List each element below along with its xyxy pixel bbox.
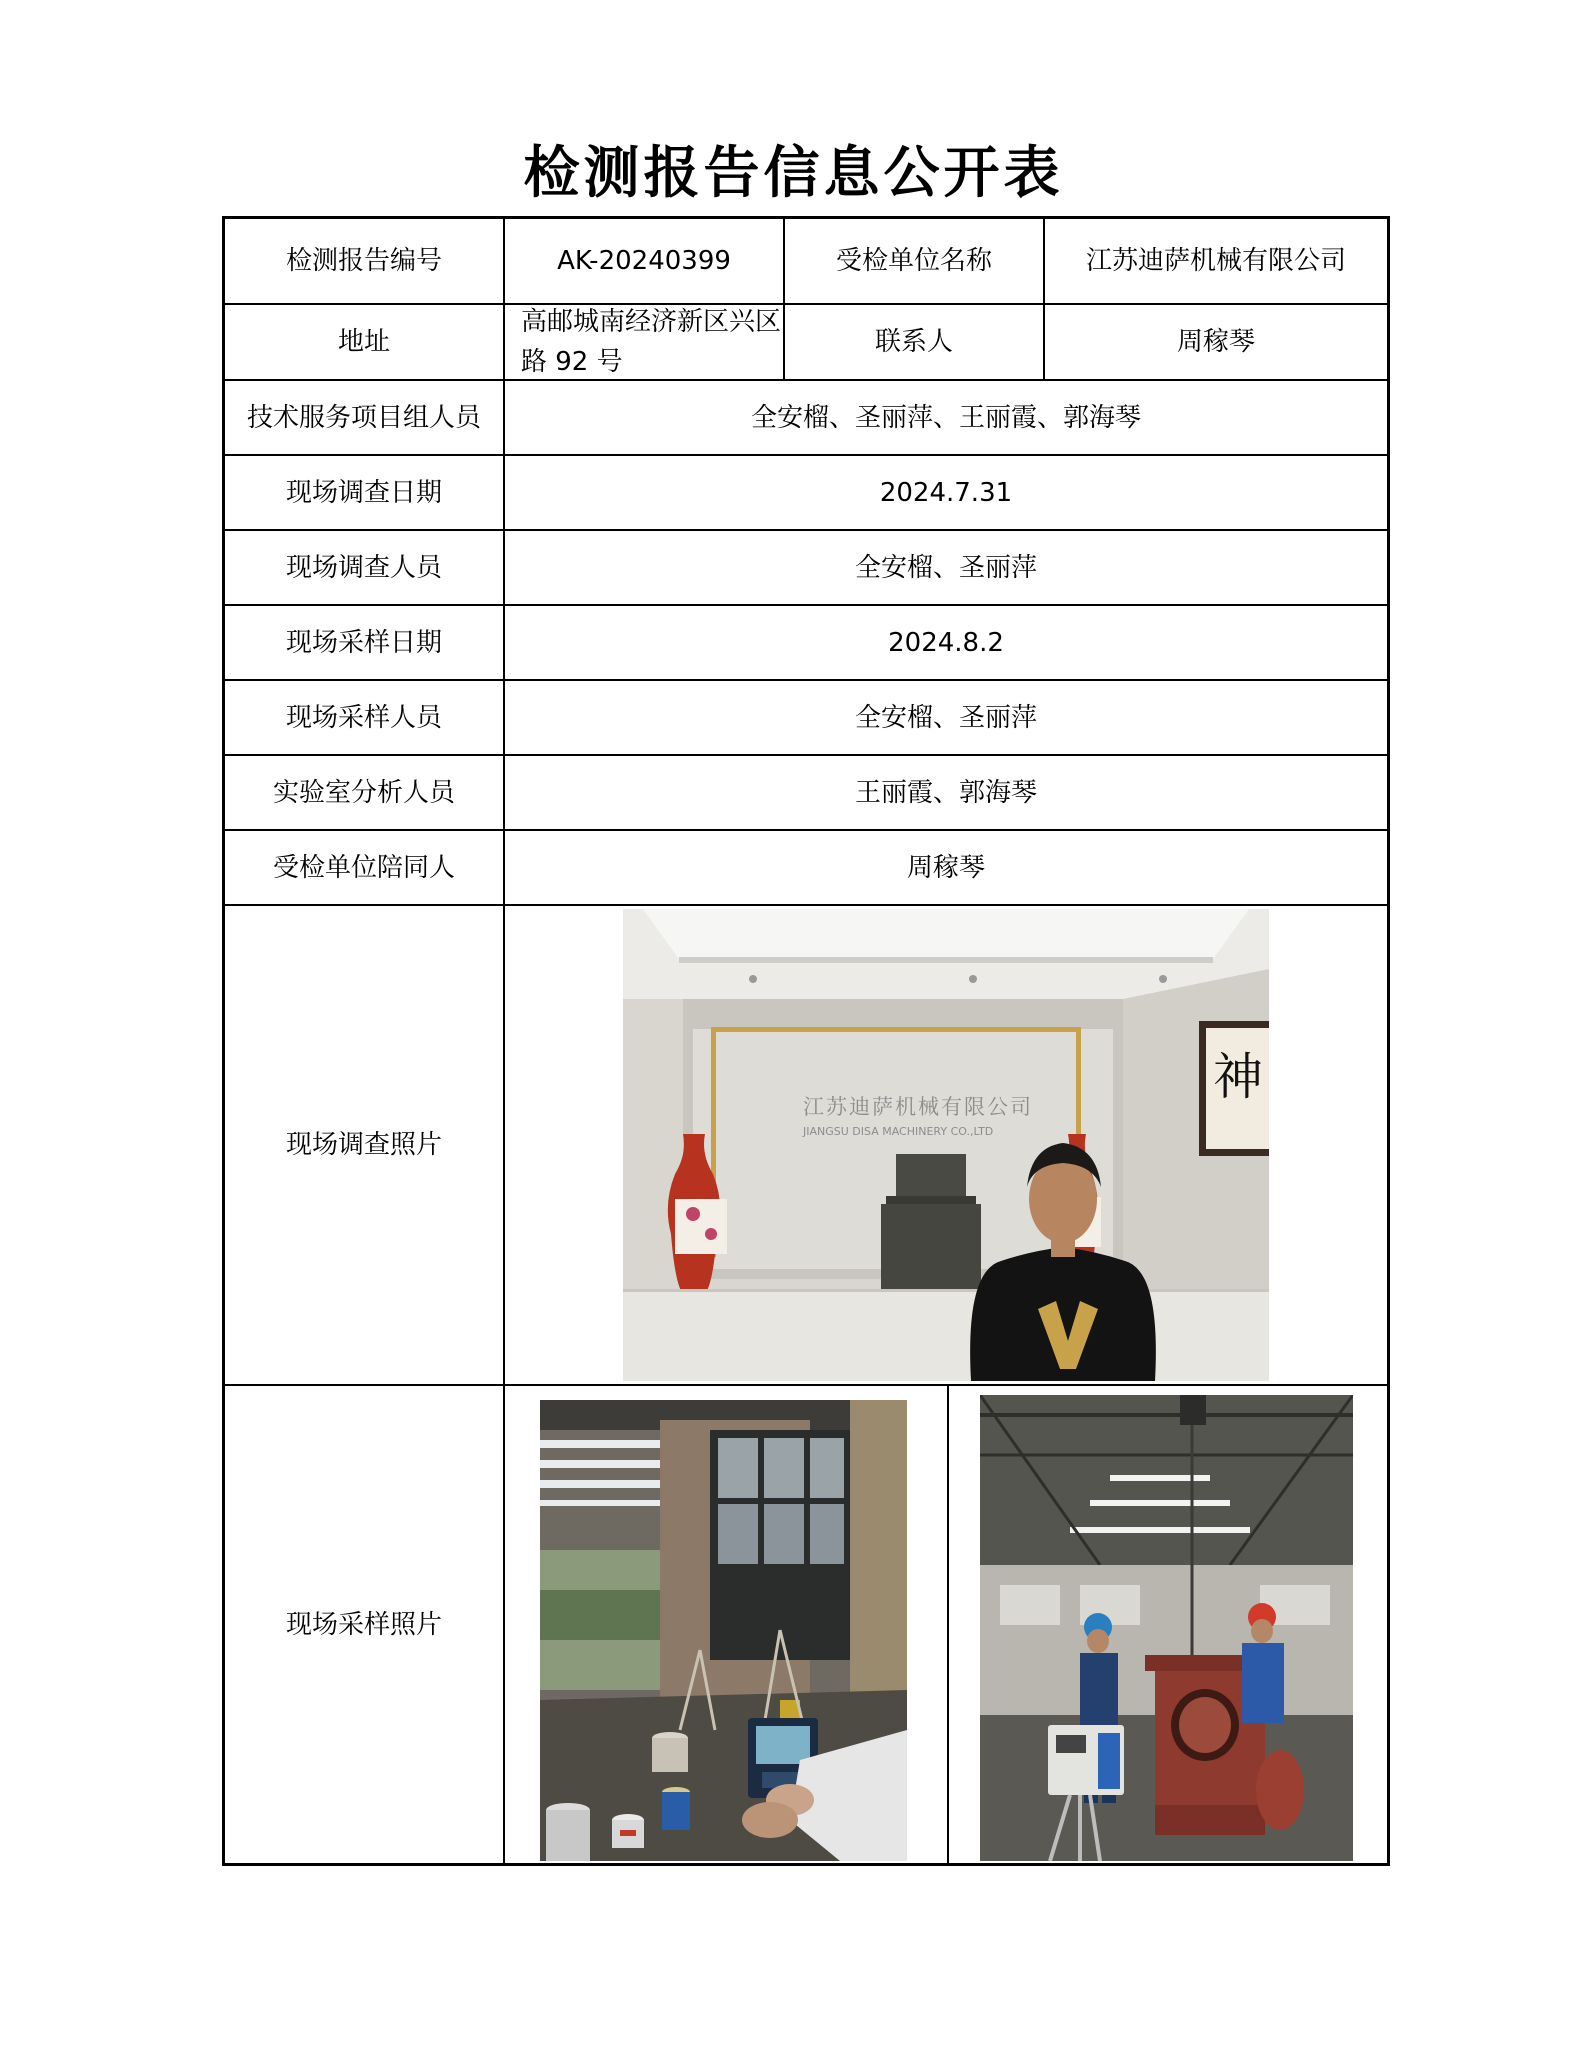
report-no-value: AK-20240399 — [557, 246, 731, 276]
team-value: 全安榴、圣丽萍、王丽霞、郭海琴 — [750, 402, 1141, 433]
sampling-date-value: 2024.8.2 — [888, 627, 1004, 658]
survey-date-label: 现场调查日期 — [285, 477, 442, 508]
survey-date-value: 2024.7.31 — [879, 477, 1013, 508]
sampling-photo-label: 现场采样照片 — [285, 1609, 442, 1640]
wall-sign-en: JIANGSU DISA MACHINERY CO.,LTD — [803, 1125, 994, 1138]
survey-staff-label: 现场调查人员 — [285, 552, 442, 583]
sampling-date-label: 现场采样日期 — [285, 627, 442, 658]
sampling-photo-1 — [540, 1400, 907, 1861]
report-no-label: 检测报告编号 — [285, 246, 442, 276]
lab-staff-value: 王丽霞、郭海琴 — [854, 777, 1037, 808]
sampling-staff-value: 全安榴、圣丽萍 — [854, 702, 1037, 733]
address-value: 高邮城南经济新区兴区路 92 号 — [521, 307, 782, 377]
contact-label: 联系人 — [874, 327, 953, 357]
escort-label: 受检单位陪同人 — [272, 852, 455, 883]
address-label: 地址 — [337, 327, 390, 357]
unit-value: 江苏迪萨机械有限公司 — [1085, 246, 1346, 276]
survey-photo-label: 现场调查照片 — [285, 1130, 442, 1160]
lab-staff-label: 实验室分析人员 — [272, 777, 455, 808]
survey-staff-value: 全安榴、圣丽萍 — [854, 552, 1037, 583]
page-title: 检测报告信息公开表 — [523, 141, 1064, 206]
wall-sign-cn: 江苏迪萨机械有限公司 — [803, 1095, 1033, 1119]
escort-value: 周稼琴 — [906, 852, 985, 883]
survey-photo — [623, 909, 1269, 1381]
contact-value: 周稼琴 — [1176, 327, 1255, 357]
sampling-staff-label: 现场采样人员 — [285, 702, 442, 733]
unit-label: 受检单位名称 — [835, 246, 992, 276]
team-label: 技术服务项目组人员 — [246, 402, 481, 433]
sampling-photo-2 — [980, 1395, 1353, 1861]
calligraphy-text: 神 — [1213, 1048, 1263, 1106]
info-table — [222, 216, 1390, 1866]
